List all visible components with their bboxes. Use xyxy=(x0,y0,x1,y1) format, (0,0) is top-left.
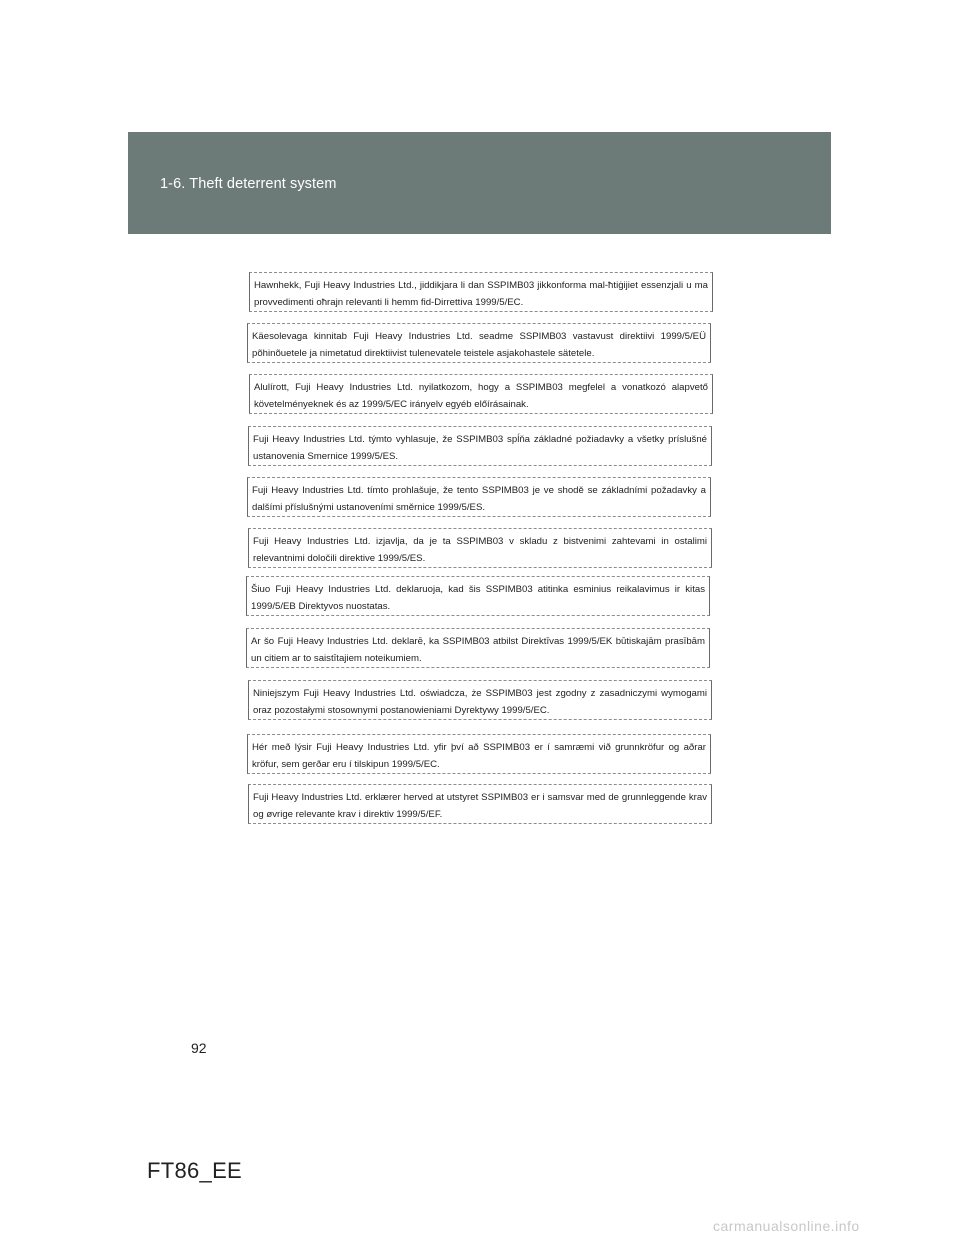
declaration-slovak: Fuji Heavy Industries Ltd. týmto vyhlasuje, že SSPIMB03 spĺňa základné požiadavky a všetky príslušné ustanovenia Smernice 1999/5/ES. xyxy=(248,426,712,466)
declaration-estonian: Käesolevaga kinnitab Fuji Heavy Industries Ltd. seadme SSPIMB03 vastavust direktiivi 1999/5/EÜ põhinõuetele ja nimetatud direktiivist tulenevatele teistele asjakohastele sätetele. xyxy=(247,323,711,363)
declaration-latvian: Ar šo Fuji Heavy Industries Ltd. deklarē, ka SSPIMB03 atbilst Direktīvas 1999/5/EK būtiskajām prasībām un citiem ar to saistītajiem noteikumiem. xyxy=(246,628,710,668)
declaration-hungarian: Alulírott, Fuji Heavy Industries Ltd. nyilatkozom, hogy a SSPIMB03 megfelel a vonatkozó alapvető követelményeknek és az 1999/5/EC irányelv egyéb előírásainak. xyxy=(249,374,713,414)
document-code: FT86_EE xyxy=(147,1158,243,1183)
page-number: 92 xyxy=(191,1040,207,1056)
declaration-lithuanian: Šiuo Fuji Heavy Industries Ltd. deklaruoja, kad šis SSPIMB03 atitinka esminius reikalavimus ir kitas 1999/5/EB Direktyvos nuostatas. xyxy=(246,576,710,616)
watermark-text: carmanualsonline.info xyxy=(713,1218,860,1234)
declaration-slovenian: Fuji Heavy Industries Ltd. izjavlja, da je ta SSPIMB03 v skladu z bistvenimi zahtevami in ostalimi relevantnimi določili direktive 1999/5/ES. xyxy=(248,528,712,568)
declaration-polish: Niniejszym Fuji Heavy Industries Ltd. oświadcza, że SSPIMB03 jest zgodny z zasadniczymi wymogami oraz pozostałymi stosownymi postanowieniami Dyrektywy 1999/5/EC. xyxy=(248,680,712,720)
declaration-czech: Fuji Heavy Industries Ltd. tímto prohlašuje, že tento SSPIMB03 je ve shodě se základními požadavky a dalšími příslušnými ustanoveními směrnice 1999/5/ES. xyxy=(247,477,711,517)
section-title: 1-6. Theft deterrent system xyxy=(160,176,337,192)
declaration-maltese: Hawnhekk, Fuji Heavy Industries Ltd., jiddikjara li dan SSPIMB03 jikkonforma mal-ħtiġijiet essenzjali u ma provvedimenti oħrajn relevanti li hemm fid-Dirrettiva 1999/5/EC. xyxy=(249,272,713,312)
declaration-norwegian: Fuji Heavy Industries Ltd. erklærer herved at utstyret SSPIMB03 er i samsvar med de grunnleggende krav og øvrige relevante krav i direktiv 1999/5/EF. xyxy=(248,784,712,824)
declaration-icelandic: Hér með lýsir Fuji Heavy Industries Ltd. yfir því að SSPIMB03 er í samræmi við grunnkröfur og aðrar kröfur, sem gerðar eru í tilskipun 1999/5/EC. xyxy=(247,734,711,774)
